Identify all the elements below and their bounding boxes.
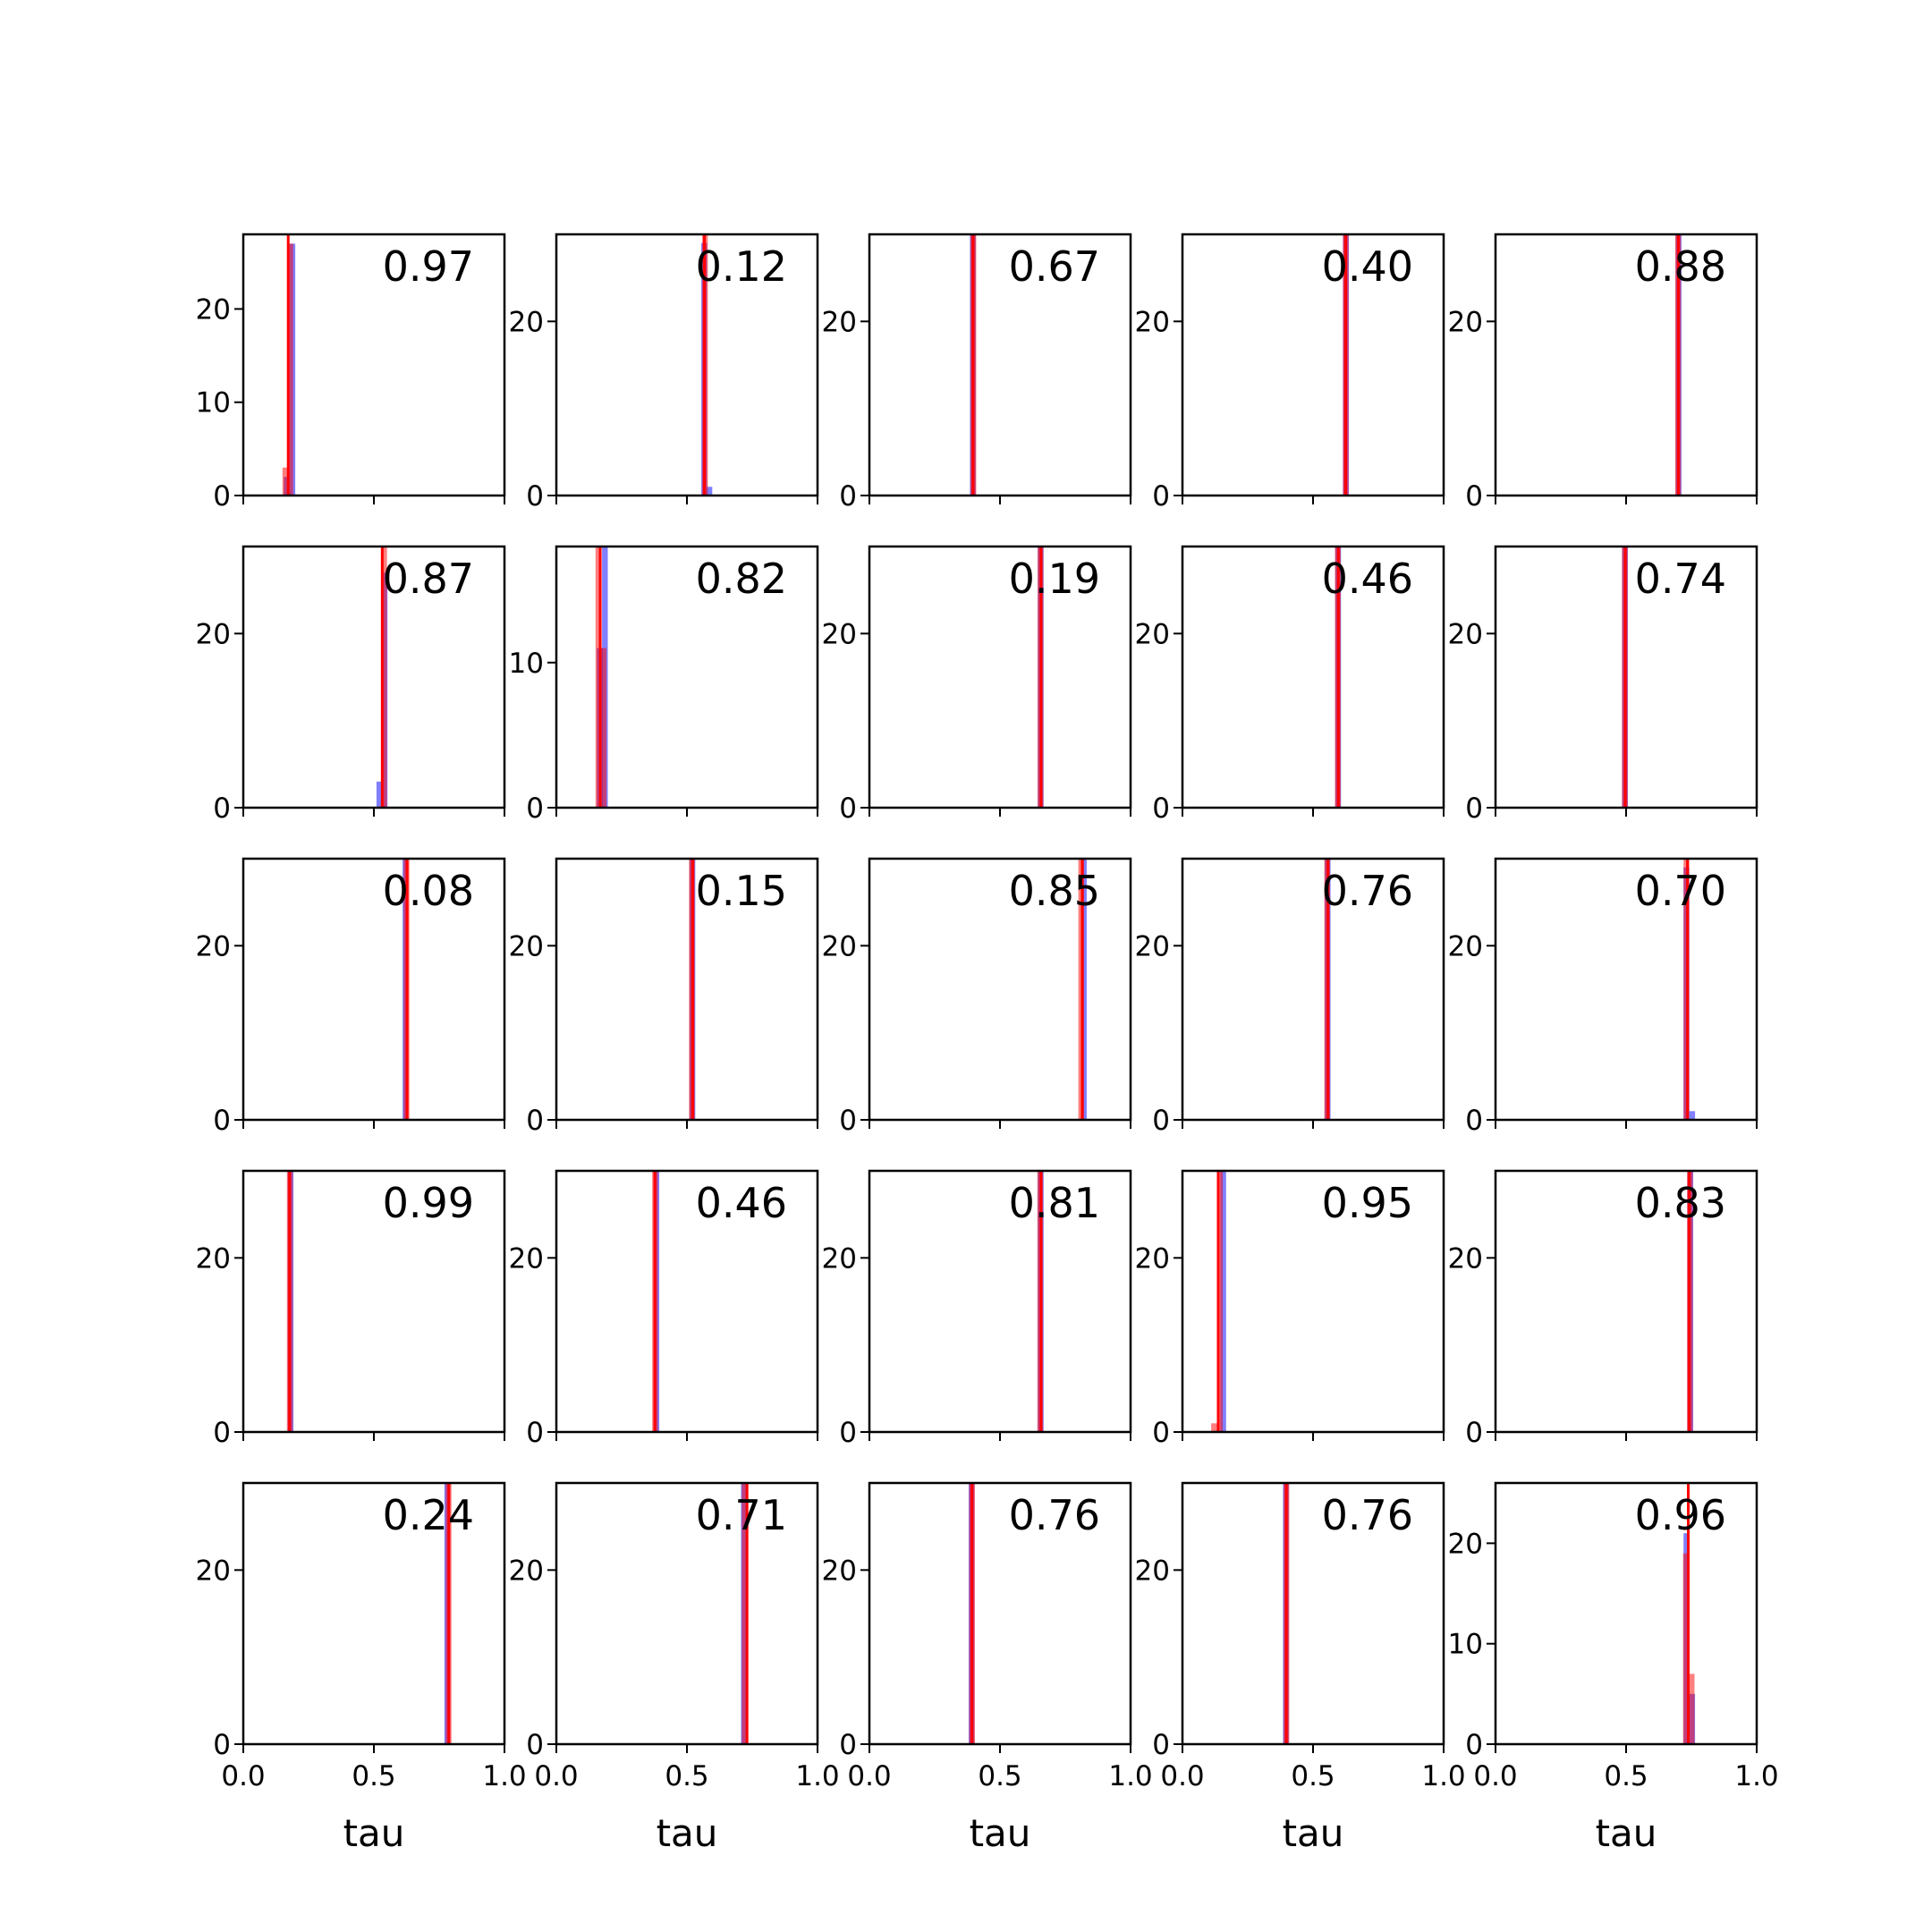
panel-score-label-23: 0.76 bbox=[1008, 1491, 1100, 1539]
y-tick-label-9-2: 20 bbox=[1134, 618, 1170, 651]
reference-hist-bar-7-2 bbox=[601, 648, 606, 808]
y-tick-label-7-1: 0 bbox=[526, 792, 544, 825]
y-tick-label-18-2: 20 bbox=[821, 1242, 857, 1275]
y-tick-label-5-2: 20 bbox=[1447, 306, 1483, 339]
y-tick-label-3-1: 0 bbox=[839, 480, 857, 513]
panel-score-label-20: 0.83 bbox=[1634, 1179, 1726, 1227]
x-tick-label-23-2: 0.5 bbox=[978, 1760, 1022, 1792]
y-tick-label-2-2: 20 bbox=[508, 306, 544, 339]
x-tick-label-21-1: 0.0 bbox=[221, 1760, 266, 1792]
panel-score-label-4: 0.40 bbox=[1321, 242, 1413, 291]
y-tick-label-8-2: 20 bbox=[821, 618, 857, 651]
y-tick-label-19-2: 20 bbox=[1134, 1242, 1170, 1275]
y-tick-label-5-1: 0 bbox=[1465, 480, 1483, 513]
y-tick-label-17-1: 0 bbox=[526, 1417, 544, 1449]
y-tick-label-14-2: 20 bbox=[1134, 930, 1170, 963]
y-tick-label-6-2: 20 bbox=[195, 618, 231, 651]
panel-score-label-7: 0.82 bbox=[695, 555, 787, 603]
panel-score-label-19: 0.95 bbox=[1321, 1179, 1413, 1227]
x-axis-label-1: tau bbox=[343, 1811, 405, 1855]
x-tick-label-24-1: 0.0 bbox=[1160, 1760, 1205, 1792]
y-tick-label-19-1: 0 bbox=[1152, 1417, 1170, 1449]
y-tick-label-2-1: 0 bbox=[526, 480, 544, 513]
reference-hist-bar-19-1 bbox=[1211, 1423, 1216, 1432]
y-tick-label-20-2: 20 bbox=[1447, 1242, 1483, 1275]
panel-score-label-11: 0.08 bbox=[382, 867, 474, 915]
y-tick-label-13-1: 0 bbox=[839, 1105, 857, 1137]
y-tick-label-12-2: 20 bbox=[508, 930, 544, 963]
x-axis-label-4: tau bbox=[1282, 1811, 1344, 1855]
y-tick-label-12-1: 0 bbox=[526, 1105, 544, 1137]
y-tick-label-21-1: 0 bbox=[213, 1729, 231, 1761]
y-tick-label-25-3: 20 bbox=[1447, 1528, 1483, 1561]
y-tick-label-13-2: 20 bbox=[821, 930, 857, 963]
y-tick-label-9-1: 0 bbox=[1152, 792, 1170, 825]
y-tick-label-7-2: 10 bbox=[508, 647, 544, 680]
panel-score-label-14: 0.76 bbox=[1321, 867, 1413, 915]
y-tick-label-22-1: 0 bbox=[526, 1729, 544, 1761]
y-tick-label-1-1: 0 bbox=[213, 480, 231, 513]
y-tick-label-16-2: 20 bbox=[195, 1242, 231, 1275]
panel-score-label-22: 0.71 bbox=[695, 1491, 787, 1539]
y-tick-label-22-2: 20 bbox=[508, 1555, 544, 1588]
x-tick-label-22-3: 1.0 bbox=[795, 1760, 840, 1792]
x-tick-label-25-1: 0.0 bbox=[1473, 1760, 1518, 1792]
y-tick-label-6-1: 0 bbox=[213, 792, 231, 825]
y-tick-label-8-1: 0 bbox=[839, 792, 857, 825]
panel-score-label-18: 0.81 bbox=[1008, 1179, 1100, 1227]
y-tick-label-11-2: 20 bbox=[195, 930, 231, 963]
y-tick-label-15-1: 0 bbox=[1465, 1105, 1483, 1137]
y-tick-label-23-2: 20 bbox=[821, 1555, 857, 1588]
y-tick-label-24-1: 0 bbox=[1152, 1729, 1170, 1761]
x-tick-label-24-2: 0.5 bbox=[1291, 1760, 1335, 1792]
x-tick-label-22-1: 0.0 bbox=[534, 1760, 579, 1792]
x-axis-label-5: tau bbox=[1595, 1811, 1657, 1855]
x-tick-label-22-2: 0.5 bbox=[665, 1760, 709, 1792]
y-tick-label-14-1: 0 bbox=[1152, 1105, 1170, 1137]
y-tick-label-15-2: 20 bbox=[1447, 930, 1483, 963]
y-tick-label-24-2: 20 bbox=[1134, 1555, 1170, 1588]
panel-score-label-13: 0.85 bbox=[1008, 867, 1100, 915]
x-tick-label-21-3: 1.0 bbox=[482, 1760, 527, 1792]
y-tick-label-4-2: 20 bbox=[1134, 306, 1170, 339]
x-axis-label-2: tau bbox=[656, 1811, 718, 1855]
panel-score-label-17: 0.46 bbox=[695, 1179, 787, 1227]
x-axis-label-3: tau bbox=[969, 1811, 1031, 1855]
y-tick-label-23-1: 0 bbox=[839, 1729, 857, 1761]
x-tick-label-23-1: 0.0 bbox=[847, 1760, 892, 1792]
x-tick-label-24-3: 1.0 bbox=[1421, 1760, 1466, 1792]
panel-score-label-2: 0.12 bbox=[695, 242, 787, 291]
y-tick-label-11-1: 0 bbox=[213, 1105, 231, 1137]
x-tick-label-23-3: 1.0 bbox=[1108, 1760, 1153, 1792]
x-tick-label-25-2: 0.5 bbox=[1604, 1760, 1648, 1792]
estimate-hist-bar-15-2 bbox=[1690, 1111, 1695, 1120]
x-tick-label-21-2: 0.5 bbox=[352, 1760, 396, 1792]
y-tick-label-17-2: 20 bbox=[508, 1242, 544, 1275]
panel-score-label-1: 0.97 bbox=[382, 242, 474, 291]
x-tick-label-25-3: 1.0 bbox=[1734, 1760, 1779, 1792]
y-tick-label-3-2: 20 bbox=[821, 306, 857, 339]
y-tick-label-10-1: 0 bbox=[1465, 792, 1483, 825]
y-tick-label-10-2: 20 bbox=[1447, 618, 1483, 651]
y-tick-label-18-1: 0 bbox=[839, 1417, 857, 1449]
panel-score-label-8: 0.19 bbox=[1008, 555, 1100, 603]
panel-score-label-5: 0.88 bbox=[1634, 242, 1726, 291]
reference-hist-bar-25-2 bbox=[1689, 1674, 1694, 1744]
y-tick-label-25-2: 10 bbox=[1447, 1628, 1483, 1661]
panel-score-label-24: 0.76 bbox=[1321, 1491, 1413, 1539]
y-tick-label-16-1: 0 bbox=[213, 1417, 231, 1449]
panel-score-label-16: 0.99 bbox=[382, 1179, 474, 1227]
y-tick-label-1-3: 20 bbox=[195, 293, 231, 326]
panel-score-label-6: 0.87 bbox=[382, 555, 474, 603]
panel-score-label-21: 0.24 bbox=[382, 1491, 474, 1539]
y-tick-label-21-2: 20 bbox=[195, 1555, 231, 1588]
panel-score-label-10: 0.74 bbox=[1634, 555, 1726, 603]
y-tick-label-20-1: 0 bbox=[1465, 1417, 1483, 1449]
panel-score-label-9: 0.46 bbox=[1321, 555, 1413, 603]
panel-score-label-12: 0.15 bbox=[695, 867, 787, 915]
panel-score-label-3: 0.67 bbox=[1008, 242, 1100, 291]
y-tick-label-4-1: 0 bbox=[1152, 480, 1170, 513]
panel-score-label-15: 0.70 bbox=[1634, 867, 1726, 915]
y-tick-label-1-2: 10 bbox=[195, 386, 231, 419]
y-tick-label-25-1: 0 bbox=[1465, 1729, 1483, 1761]
panel-score-label-25: 0.96 bbox=[1634, 1491, 1726, 1539]
